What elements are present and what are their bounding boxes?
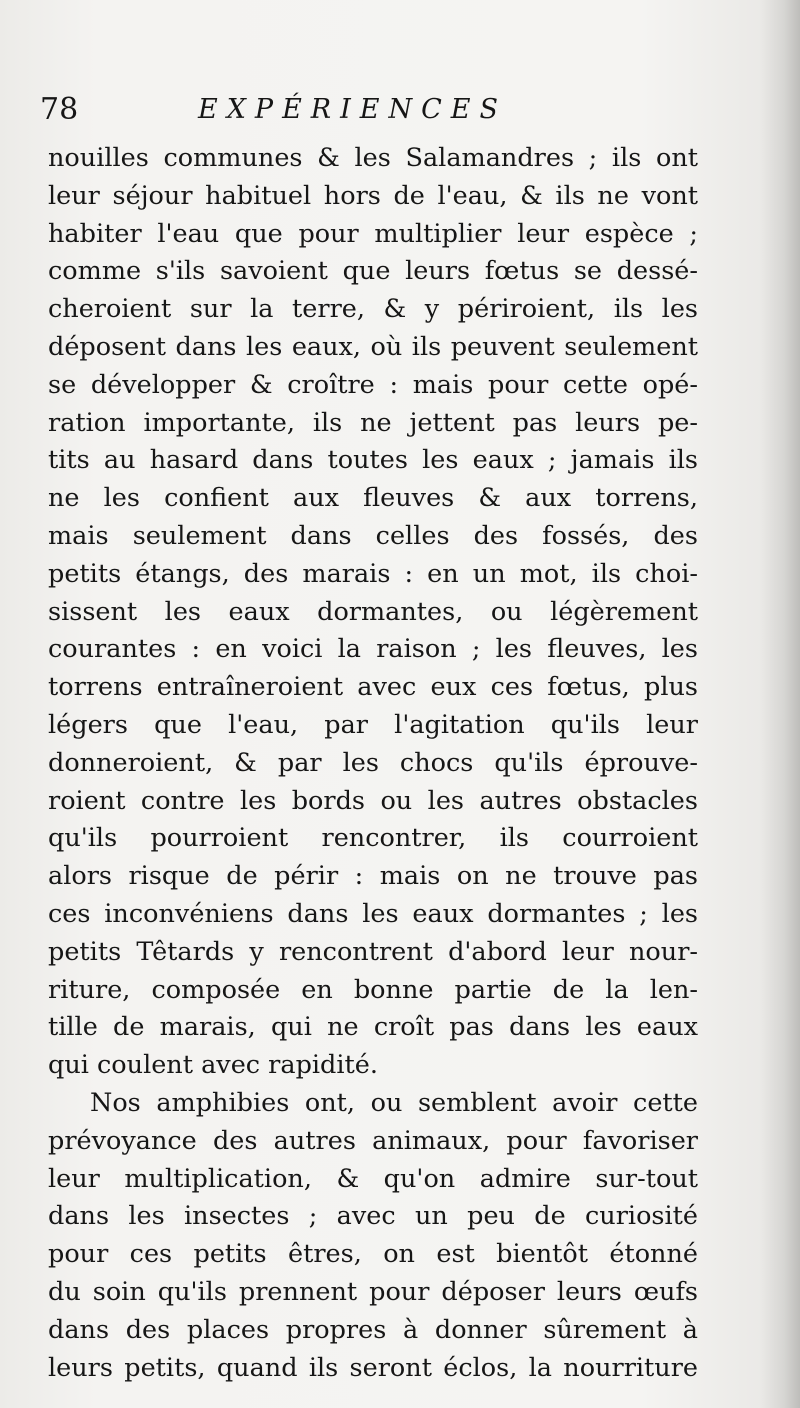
text-line: légers que l'eau, par l'agitation qu'ils leur bbox=[48, 709, 698, 740]
text-line: comme s'ils savoient que leurs fœtus se dessé- bbox=[48, 256, 698, 287]
page-header bbox=[40, 88, 700, 132]
text-line: petits Têtards y rencontrent d'abord leur nour- bbox=[48, 936, 698, 967]
text-line: leurs petits, quand ils seront éclos, la nourriture bbox=[48, 1352, 698, 1383]
text-line: dans des places propres à donner sûrement à bbox=[48, 1314, 698, 1345]
text-line: dans les insectes ; avec un peu de curiosité bbox=[48, 1201, 698, 1232]
text-line: se développer & croître : mais pour cette opé- bbox=[48, 369, 698, 400]
text-line: leur séjour habituel hors de l'eau, & ils ne vont bbox=[48, 180, 698, 211]
text-line: riture, composée en bonne partie de la len- bbox=[48, 974, 698, 1005]
body-text bbox=[48, 140, 698, 1387]
running-head: EXPÉRIENCES bbox=[198, 94, 508, 125]
paragraph-end-line: qui coulent avec rapidité. bbox=[48, 1050, 378, 1081]
text-line: roient contre les bords ou les autres obstacles bbox=[48, 785, 698, 816]
text-line: du soin qu'ils prennent pour déposer leurs œufs bbox=[48, 1276, 698, 1307]
text-line: cheroient sur la terre, & y périroient, ils les bbox=[48, 294, 698, 325]
text-line: déposent dans les eaux, où ils peuvent seulement bbox=[48, 331, 698, 362]
text-line: petits étangs, des marais : en un mot, ils choi- bbox=[48, 558, 698, 589]
page-number: 78 bbox=[40, 92, 79, 127]
text-line: mais seulement dans celles des fossés, des bbox=[48, 520, 698, 551]
text-line: prévoyance des autres animaux, pour favoriser bbox=[48, 1125, 698, 1156]
text-line: ration importante, ils ne jettent pas leurs pe- bbox=[48, 407, 698, 438]
text-line: ces inconvéniens dans les eaux dormantes ; les bbox=[48, 898, 698, 929]
text-line: torrens entraîneroient avec eux ces fœtus, plus bbox=[48, 672, 698, 703]
page-edge-shadow bbox=[760, 0, 800, 1408]
text-line: donneroient, & par les chocs qu'ils éprouve- bbox=[48, 747, 698, 778]
text-line: habiter l'eau que pour multiplier leur espèce ; bbox=[48, 218, 698, 249]
text-line: tits au hasard dans toutes les eaux ; jamais ils bbox=[48, 445, 698, 476]
text-line: alors risque de périr : mais on ne trouve pas bbox=[48, 861, 698, 892]
paragraph-start-line: Nos amphibies ont, ou semblent avoir cette bbox=[90, 1087, 698, 1118]
text-line: courantes : en voici la raison ; les fleuves, les bbox=[48, 634, 698, 665]
text-line: pour ces petits êtres, on est bientôt étonné bbox=[48, 1239, 698, 1270]
text-line: qu'ils pourroient rencontrer, ils courroient bbox=[48, 823, 698, 854]
text-line: tille de marais, qui ne croît pas dans les eaux bbox=[48, 1012, 698, 1043]
text-line: sissent les eaux dormantes, ou légèrement bbox=[48, 596, 698, 627]
text-line: leur multiplication, & qu'on admire sur-tout bbox=[48, 1163, 698, 1194]
text-line: nouilles communes & les Salamandres ; ils ont bbox=[48, 143, 698, 173]
text-line: ne les confient aux fleuves & aux torrens, bbox=[48, 483, 698, 514]
